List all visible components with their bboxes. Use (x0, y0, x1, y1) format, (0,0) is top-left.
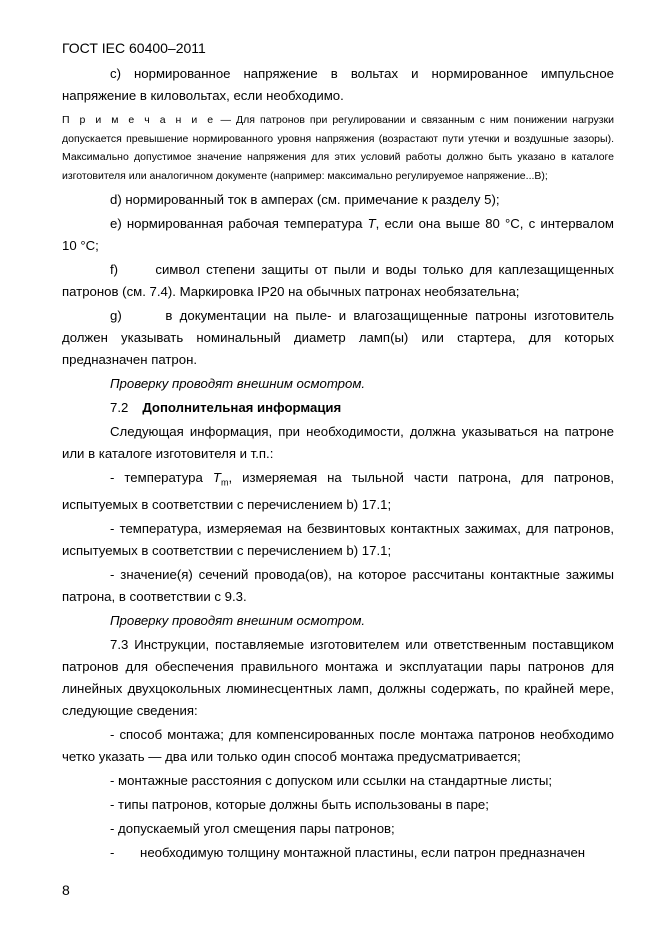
note (62, 111, 614, 185)
item-c: с) нормированное напряжение в вольтах и нормированное импульсное напряжение в киловольтах, если необходимо. (62, 66, 614, 103)
section-7-2-heading (62, 397, 614, 419)
note-label: П р и м е ч а н и е (62, 114, 216, 126)
list-item: - допускаемый угол смещения пары патронов; (110, 821, 395, 837)
list-item: - необходимую толщину монтажной пластины, если патрон предназначен (110, 845, 586, 861)
item-d: d) нормированный ток в амперах (см. примечание к разделу 5); (110, 192, 500, 208)
item-g: g) в документации на пыле- и влагозащищенные патроны изготовитель должен указывать номинальный диаметр ламп(ы) или стартера, для которых предназначен патрон. (62, 308, 618, 368)
check-note-1: Проверку проводят внешним осмотром. (110, 376, 366, 392)
list-item: - температура, измеряемая на безвинтовых контактных зажимах, для патронов, испытуемых в соответствии с перечислением b) 17.1; (62, 521, 614, 559)
check-note-2: Проверку проводят внешним осмотром. (110, 613, 366, 629)
section-7-2-intro: Следующая информация, при необходимости, должна указываться на патроне или в каталоге изготовителя и т.п.: (62, 424, 614, 462)
page-number: 8 (62, 882, 70, 898)
section-number: 7.2 (110, 400, 129, 416)
document-header: ГОСТ IEC 60400–2011 (62, 40, 206, 56)
list-item: - типы патронов, которые должны быть использованы в паре; (110, 797, 489, 813)
list-item: - значение(я) сечений провода(ов), на которое рассчитаны контактные зажимы патрона, в соответствии с 9.3. (62, 567, 614, 605)
note-text: — Для патронов при регулировании и связанным с ним понижении нагрузки допускается превышение нормированного уровня напряжения (возрастают пути утечки и воздушные зазоры). Максимально допустимое значение напряжения для этих условий работы должно быть указано в каталоге изготовителя или аналогичном документе (например: максимально регулируемое напряжение...В); (62, 114, 614, 182)
list-item: - способ монтажа; для компенсированных после монтажа патронов необходимо четко указать — два или только один способ монтажа предусматривается; (62, 727, 614, 765)
page-content (62, 63, 618, 864)
temperature-symbol: T (367, 216, 376, 232)
item-f: f) символ степени защиты от пыли и воды только для каплезащищенных патронов (см. 7.4). Маркировка IP20 на обычных патронах необязательна; (62, 262, 618, 300)
list-item: - монтажные расстояния с допуском или ссылки на стандартные листы; (110, 773, 553, 789)
section-title: Дополнительная информация (142, 400, 342, 416)
section-7-3-text: 7.3 Инструкции, поставляемые изготовителем или ответственным поставщиком патронов для обеспечения правильного монтажа и эксплуатации пары патронов для линейных двухцокольных люминесцентных ламп, должны содержать, по крайней мере, следующие сведения: (62, 637, 614, 719)
list-item: - температура $T_m$, измеряемая на тыльной части патрона, для патронов, испытуемых в соответствии с перечислением b) 17.1; (62, 470, 614, 513)
item-e: е) нормированная рабочая температура T, если она выше 80 °С, с интервалом 10 °С; (62, 216, 614, 254)
